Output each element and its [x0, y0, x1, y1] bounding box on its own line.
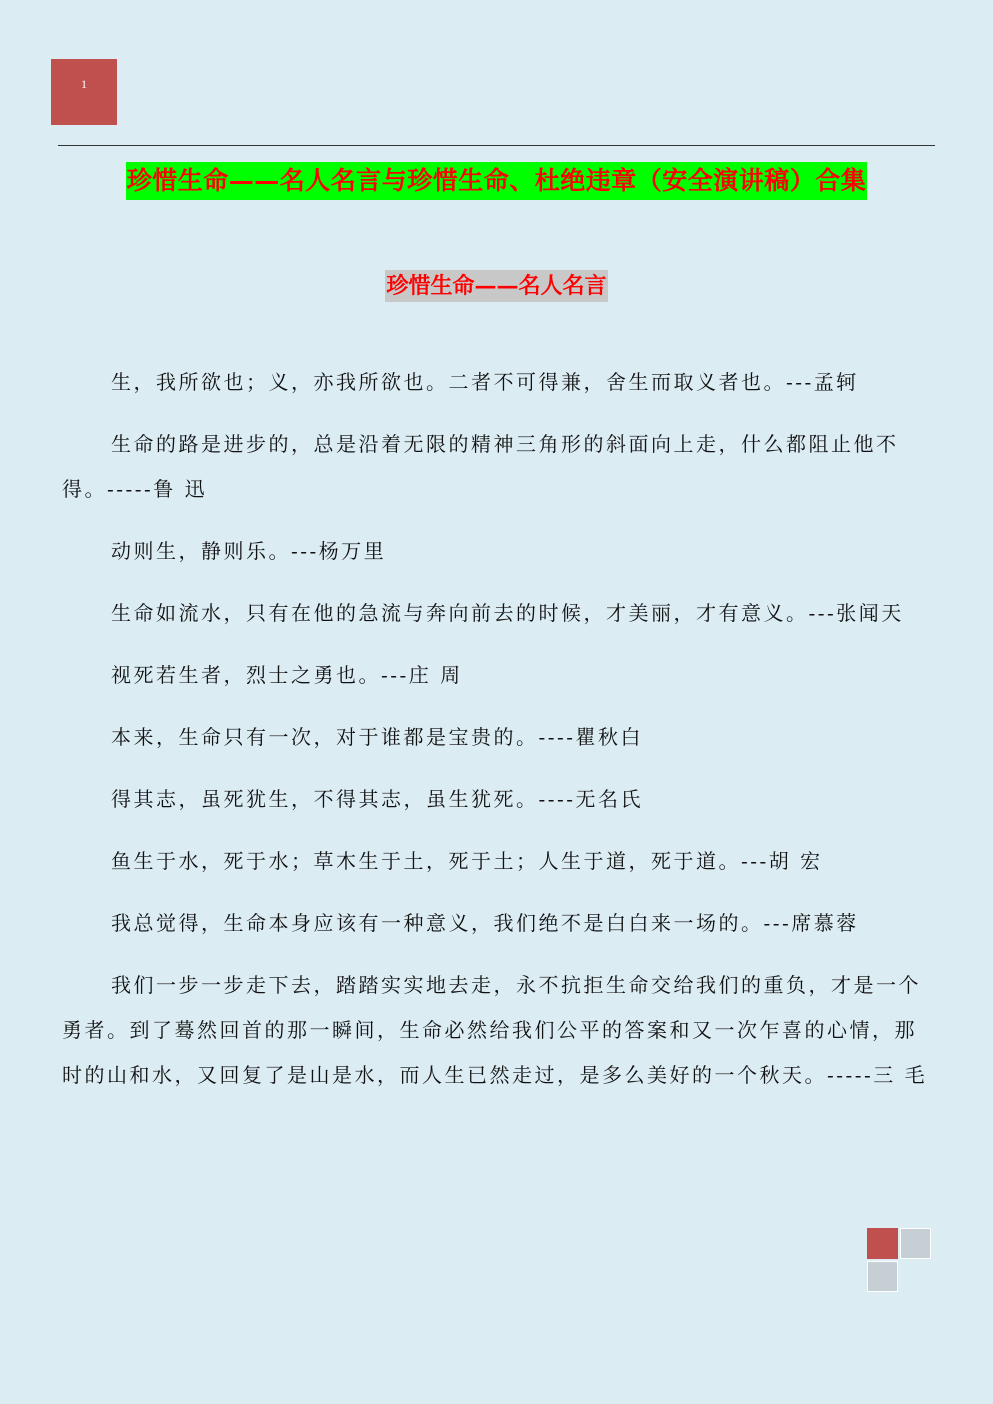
quote-paragraph: 生，我所欲也；义，亦我所欲也。二者不可得兼，舍生而取义者也。---孟轲 — [111, 370, 859, 394]
quote-paragraph: 鱼生于水，死于水；草木生于土，死于土；人生于道，死于道。---胡 宏 — [111, 849, 823, 873]
quote-paragraph: 动则生，静则乐。---杨万里 — [111, 539, 387, 563]
quotes-body — [62, 360, 930, 1115]
quote-paragraph: 我总觉得，生命本身应该有一种意义，我们绝不是白白来一场的。---席慕蓉 — [111, 911, 859, 935]
quote-paragraph: 我们一步一步走下去，踏踏实实地去走，永不抗拒生命交给我们的重负，才是一个勇者。到了蓦然回首的那一瞬间，生命必然给我们公平的答案和又一次乍喜的心情，那时的山和水，又回复了是山是水，而人生已然走过，是多么美好的一个秋天。-----三 毛 — [62, 973, 928, 1087]
quote-paragraph: 生命的路是进步的，总是沿着无限的精神三角形的斜面向上走，什么都阻止他不得。-----鲁 迅 — [62, 432, 899, 501]
corner-square-gray — [900, 1228, 931, 1259]
section-title: 珍惜生命——名人名言 — [385, 270, 607, 302]
document-title: 珍惜生命——名人名言与珍惜生命、杜绝违章（安全演讲稿）合集 — [126, 162, 868, 200]
header-rule — [58, 145, 935, 146]
quote-paragraph: 视死若生者，烈士之勇也。---庄 周 — [111, 663, 463, 687]
page-number: 1 — [81, 77, 87, 91]
quote-paragraph: 本来，生命只有一次，对于谁都是宝贵的。----瞿秋白 — [111, 725, 644, 749]
quote-paragraph: 得其志，虽死犹生，不得其志，虽生犹死。----无名氏 — [111, 787, 644, 811]
quote-paragraph: 生命如流水，只有在他的急流与奔向前去的时候，才美丽，才有意义。---张闻天 — [111, 601, 904, 625]
corner-square-red — [867, 1228, 898, 1259]
page-number-badge — [51, 59, 117, 125]
corner-decoration — [867, 1228, 933, 1294]
corner-square-gray — [867, 1261, 898, 1292]
